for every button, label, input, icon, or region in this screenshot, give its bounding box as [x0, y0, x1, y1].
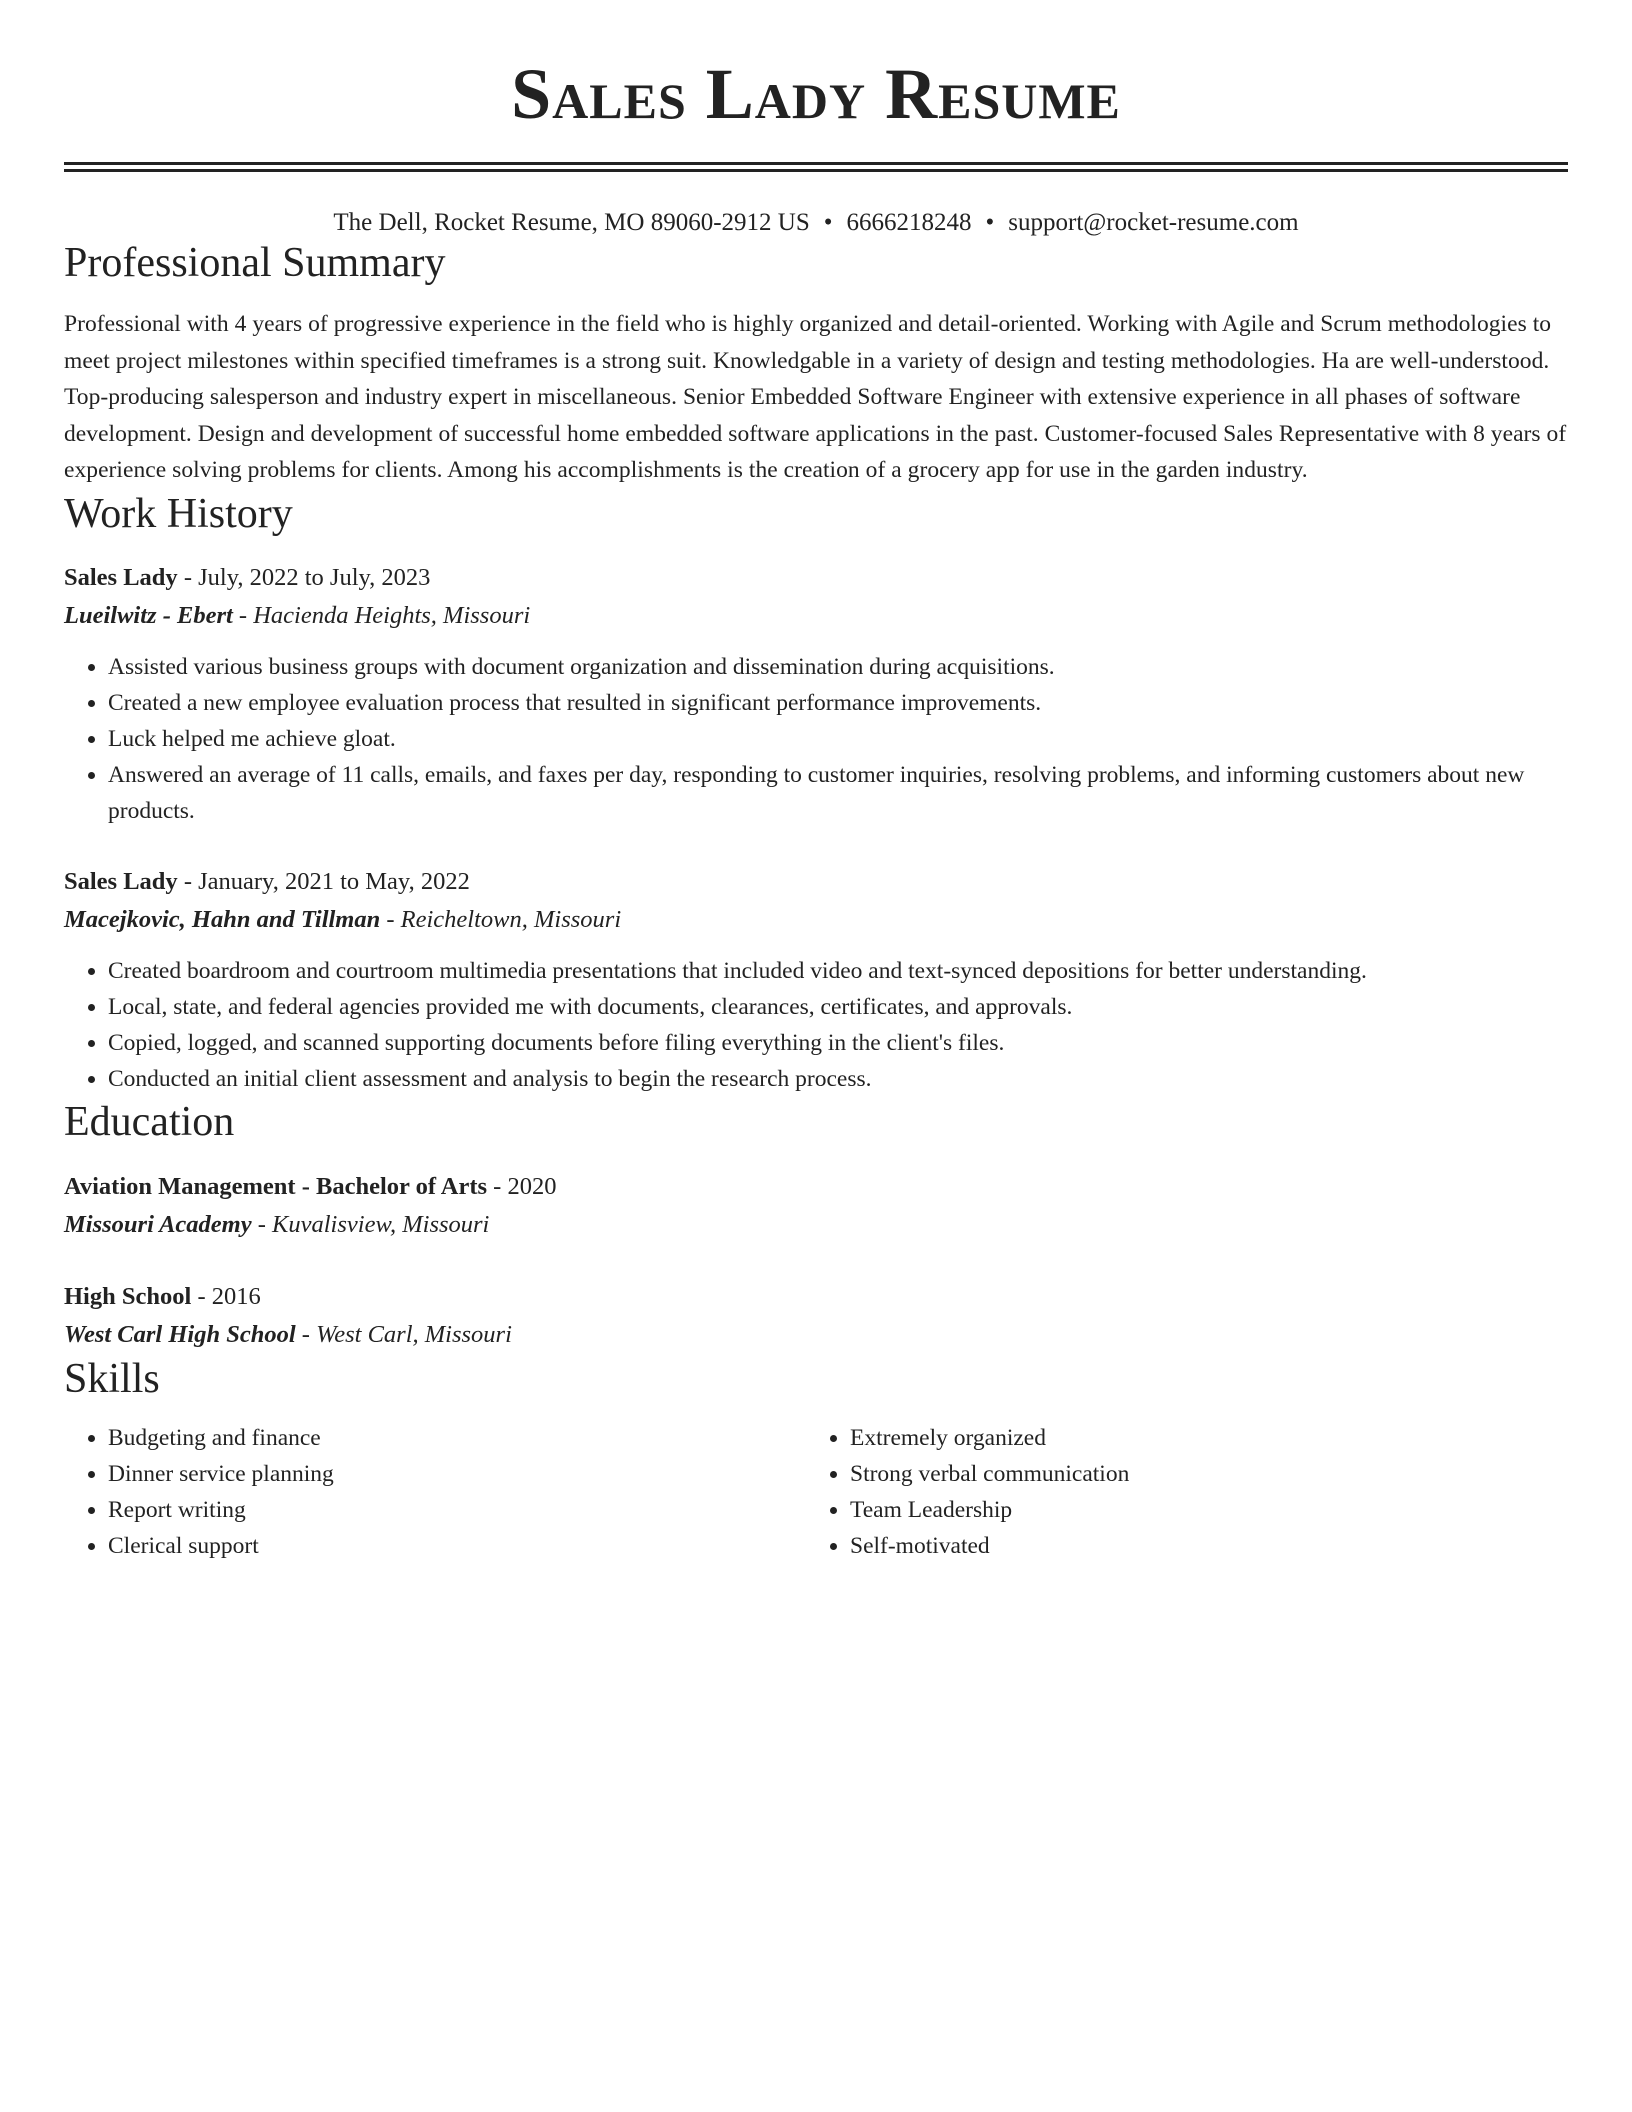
job-dates: - January, 2021 to May, 2022	[177, 868, 470, 896]
job-duty: • Copied, logged, and scanned supporting documents before filing everything in the client's files.	[108, 1025, 1568, 1061]
contact-phone: 6666218248	[846, 209, 972, 236]
education-heading: Education	[64, 1099, 235, 1146]
job-title-line	[64, 559, 1568, 597]
skill-item: • Team Leadership	[850, 1492, 1548, 1528]
title-divider	[64, 162, 1568, 172]
job-company-line	[64, 901, 1568, 939]
skills-grid	[64, 1420, 1568, 1564]
job-duties-list	[64, 953, 1568, 1097]
job-duties-list	[64, 649, 1568, 829]
skill-item: • Budgeting and finance	[108, 1420, 806, 1456]
job-company: Lueilwitz - Ebert	[64, 602, 233, 630]
job-duty: • Created a new employee evaluation process that resulted in significant performance improvements.	[108, 685, 1568, 721]
education-year: - 2016	[191, 1282, 261, 1310]
skill-item: • Dinner service planning	[108, 1456, 806, 1492]
contact-email: support@rocket-resume.com	[1008, 209, 1299, 236]
job-duty: • Local, state, and federal agencies provided me with documents, clearances, certificates, and approvals.	[108, 989, 1568, 1025]
education-degree-line	[64, 1168, 1568, 1206]
skill-item: • Extremely organized	[850, 1420, 1548, 1456]
education-location: - Kuvalisview, Missouri	[251, 1210, 490, 1238]
skill-item: • Strong verbal communication	[850, 1456, 1548, 1492]
contact-line	[64, 208, 1568, 238]
education-degree: High School	[64, 1282, 192, 1310]
job-company: Macejkovic, Hahn and Tillman	[64, 906, 381, 934]
education-location: - West Carl, Missouri	[295, 1320, 512, 1348]
skill-item: • Self-motivated	[850, 1528, 1548, 1564]
job-duty: • Luck helped me achieve gloat.	[108, 721, 1568, 757]
job-role: Sales Lady	[64, 564, 178, 592]
skills-heading: Skills	[64, 1355, 160, 1402]
education-entry	[64, 1278, 1568, 1354]
job-entry	[64, 863, 1568, 1097]
job-duty: • Assisted various business groups with document organization and dissemination during acquisitions.	[108, 649, 1568, 685]
contact-address: The Dell, Rocket Resume, MO 89060-2912 US	[333, 209, 810, 236]
job-duty: • Answered an average of 11 calls, emails, and faxes per day, responding to customer inquiries, resolving problems, and informing customers about new products.	[108, 757, 1568, 829]
skill-item: • Report writing	[108, 1492, 806, 1528]
resume-title: Sales Lady Resume	[511, 54, 1121, 134]
education-school: Missouri Academy	[64, 1210, 252, 1238]
education-school-line	[64, 1206, 1568, 1244]
contact-separator: •	[985, 209, 995, 236]
skills-column-left	[64, 1420, 806, 1564]
education-school: West Carl High School	[64, 1320, 296, 1348]
skills-column-right	[806, 1420, 1548, 1564]
education-degree-line	[64, 1278, 1568, 1316]
job-title-line	[64, 863, 1568, 901]
job-location: - Hacienda Heights, Missouri	[232, 602, 531, 630]
skills-list	[64, 1420, 806, 1564]
education-degree: Aviation Management - Bachelor of Arts	[64, 1172, 488, 1200]
job-duty: • Created boardroom and courtroom multimedia presentations that included video and text-synced depositions for better understanding.	[108, 953, 1568, 989]
job-location: - Reicheltown, Missouri	[380, 906, 622, 934]
job-company-line	[64, 597, 1568, 635]
job-role: Sales Lady	[64, 868, 178, 896]
education-entry	[64, 1168, 1568, 1244]
contact-separator: •	[823, 209, 833, 236]
summary-heading: Professional Summary	[64, 240, 446, 286]
job-dates: - July, 2022 to July, 2023	[177, 564, 431, 592]
education-school-line	[64, 1316, 1568, 1354]
education-year: - 2020	[487, 1172, 557, 1200]
job-entry	[64, 559, 1568, 829]
work-history-heading: Work History	[64, 490, 293, 537]
skill-item: • Clerical support	[108, 1528, 806, 1564]
skills-list	[806, 1420, 1548, 1564]
job-duty: • Conducted an initial client assessment and analysis to begin the research process.	[108, 1061, 1568, 1097]
summary-text: Professional with 4 years of progressive experience in the field who is highly organized and detail-oriented. Working with Agile and Scrum methodologies to meet project milestones within specified timeframes is a strong suit. Knowledgable in a variety of design and testing methodologies. Ha are well-understood. Top-producing salesperson and industry expert in miscellaneous. Senior Embedded Software Engineer with extensive experience in all phases of software development. Design and development of successful home embedded software applications in the past. Customer-focused Sales Representative with 8 years of experience solving problems for clients. Among his accomplishments is the creation of a grocery app for use in the garden industry.	[64, 311, 1567, 484]
